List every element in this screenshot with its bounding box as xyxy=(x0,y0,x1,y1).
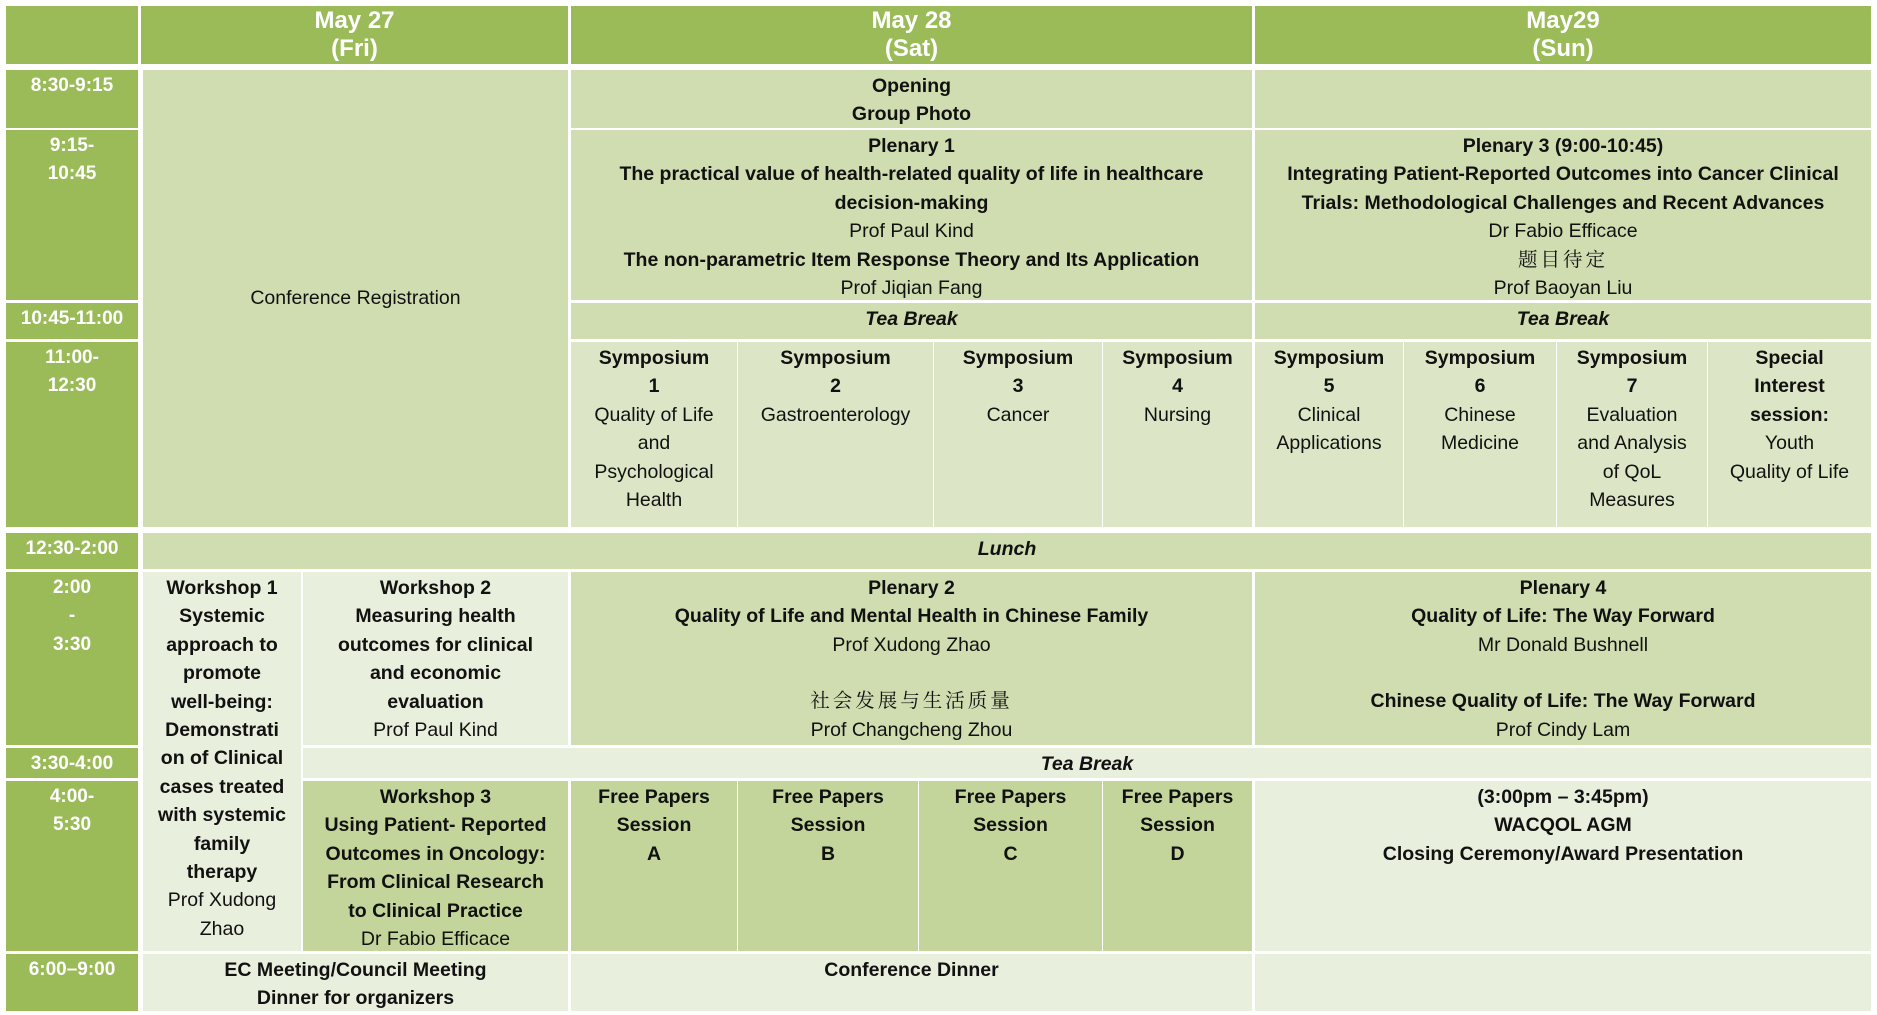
closing-line: Closing Ceremony/Award Presentation xyxy=(1382,842,1744,865)
workshop-speaker: Dr Fabio Efficace xyxy=(360,928,511,951)
time-slot-8 xyxy=(6,781,138,951)
free-papers-d xyxy=(1103,781,1252,951)
conference-dinner xyxy=(571,954,1252,1011)
lunch-label: Lunch xyxy=(977,538,1037,560)
symposium-topic: Gastroenterology xyxy=(760,403,911,426)
workshop-title: Workshop 2 xyxy=(379,577,492,599)
time-label: 11:00- xyxy=(45,347,99,368)
workshop-line: Systemic xyxy=(179,605,265,628)
time-label: 12:30-2:00 xyxy=(25,538,119,559)
plenary-title: decision-making xyxy=(834,191,989,214)
free-papers-session: D xyxy=(1170,842,1185,865)
workshop-speaker: Zhao xyxy=(199,917,245,940)
plenary-heading: Plenary 1 xyxy=(868,135,955,157)
symposium-topic: Evaluation xyxy=(1586,403,1678,426)
workshop-line: and economic xyxy=(369,662,502,685)
plenary-4 xyxy=(1255,572,1871,745)
plenary-3 xyxy=(1255,130,1871,300)
day-header-sat xyxy=(571,6,1252,64)
plenary-speaker: Dr Fabio Efficace xyxy=(1488,220,1638,243)
time-label: 9:15- xyxy=(49,135,95,156)
time-label: 10:45 xyxy=(47,163,97,185)
time-label: 4:00- xyxy=(49,786,95,807)
symposium-number: 2 xyxy=(830,375,841,398)
plenary-heading: Plenary 4 xyxy=(1519,577,1607,599)
time-slot-4 xyxy=(6,342,138,527)
closing-time: (3:00pm – 3:45pm) xyxy=(1477,786,1649,808)
time-label: 3:30 xyxy=(52,633,92,655)
free-papers-line: Session xyxy=(973,814,1048,837)
workshop-line: Outcomes in Oncology: xyxy=(325,842,546,865)
dinner-label: Conference Dinner xyxy=(824,959,999,981)
event-line: Opening xyxy=(871,75,952,97)
plenary-2 xyxy=(571,572,1252,745)
symposium-topic: Psychological xyxy=(594,460,714,483)
tea-break-sat xyxy=(571,303,1252,339)
tea-break-label: Tea Break xyxy=(1040,753,1134,775)
workshop-line: From Clinical Research xyxy=(327,871,544,894)
corner-header xyxy=(6,6,138,64)
time-label: 6:00–9:00 xyxy=(28,959,116,980)
free-papers-line: Free Papers xyxy=(772,786,884,808)
event-line: Group Photo xyxy=(851,103,972,126)
time-slot-6 xyxy=(6,572,138,745)
symposium-topic: of QoL xyxy=(1602,460,1662,483)
plenary-talk-title: 题目待定 xyxy=(1517,248,1608,271)
symposium-number: 1 xyxy=(648,375,660,398)
opening-session xyxy=(571,70,1252,128)
workshop-speaker: Prof Xudong xyxy=(167,889,277,912)
symposium-4 xyxy=(1103,342,1252,527)
ec-meeting xyxy=(143,954,568,1011)
symposium-title: Interest xyxy=(1754,375,1825,398)
symposium-number: 7 xyxy=(1626,375,1638,398)
plenary-title: Integrating Patient-Reported Outcomes into Cancer Clinical xyxy=(1287,163,1839,186)
plenary-title: Quality of Life: The Way Forward xyxy=(1411,605,1715,628)
plenary-speaker: Mr Donald Bushnell xyxy=(1477,633,1649,656)
symposium-1 xyxy=(571,342,737,527)
workshop-line: to Clinical Practice xyxy=(348,899,523,922)
symposium-topic: Quality of Life xyxy=(594,403,714,426)
free-papers-a xyxy=(571,781,737,951)
symposium-topic: Applications xyxy=(1276,432,1382,455)
workshop-2 xyxy=(303,572,568,745)
plenary-title: The practical value of health-related quality of life in healthcare xyxy=(619,163,1204,186)
symposium-title: Symposium xyxy=(1424,347,1536,369)
symposium-topic: Clinical xyxy=(1297,403,1361,426)
symposium-6 xyxy=(1404,342,1556,527)
symposium-number: 4 xyxy=(1172,375,1183,398)
plenary-speaker: Prof Cindy Lam xyxy=(1495,718,1631,741)
symposium-title: Symposium xyxy=(1273,347,1385,369)
workshop-line: outcomes for clinical xyxy=(337,633,534,656)
plenary-speaker: Prof Jiqian Fang xyxy=(840,277,983,300)
time-label: - xyxy=(68,605,76,627)
time-label: 2:00 xyxy=(52,577,92,598)
free-papers-line: Free Papers xyxy=(1121,786,1234,808)
conference-registration xyxy=(143,70,568,527)
time-slot-3 xyxy=(6,303,138,339)
symposium-title: Symposium xyxy=(962,347,1074,369)
workshop-title: Workshop 1 xyxy=(166,577,278,599)
plenary-heading: Plenary 3 (9:00-10:45) xyxy=(1462,135,1664,157)
workshop-line: with systemic xyxy=(158,804,286,827)
time-slot-2 xyxy=(6,130,138,300)
free-papers-line: Free Papers xyxy=(598,786,710,808)
day-weekday: (Fri) xyxy=(331,35,378,62)
time-label: 8:30-9:15 xyxy=(30,75,114,96)
workshop-line: well-being: xyxy=(171,690,273,713)
free-papers-line: Session xyxy=(790,814,866,837)
closing-line: WACQOL AGM xyxy=(1494,814,1632,837)
tea-break-afternoon xyxy=(303,748,1871,778)
plenary-speaker: Prof Baoyan Liu xyxy=(1493,277,1633,300)
symposium-topic: Measures xyxy=(1589,489,1675,512)
symposium-topic: and Analysis xyxy=(1577,432,1687,455)
lunch-row xyxy=(143,533,1871,569)
day-date: May 27 xyxy=(314,6,395,34)
time-slot-7 xyxy=(6,748,138,778)
free-papers-session: C xyxy=(1003,842,1018,865)
workshop-line: Measuring health xyxy=(355,605,516,628)
symposium-title: Symposium xyxy=(1122,347,1233,369)
symposium-topic: Quality of Life xyxy=(1729,460,1850,483)
symposium-topic: and xyxy=(637,432,671,455)
time-slot-5 xyxy=(6,533,138,569)
tea-break-label: Tea Break xyxy=(865,308,958,330)
plenary-1 xyxy=(571,130,1252,300)
closing-ceremony xyxy=(1255,781,1871,951)
symposium-topic: Youth xyxy=(1764,432,1815,455)
workshop-line: approach to xyxy=(166,633,278,656)
workshop-line: promote xyxy=(183,662,261,685)
plenary-speaker: Prof Paul Kind xyxy=(849,220,974,243)
day-header-fri xyxy=(141,6,568,64)
plenary-title: Trials: Methodological Challenges and Recent Advances xyxy=(1301,191,1825,214)
day-header-sun xyxy=(1255,6,1871,64)
workshop-3 xyxy=(303,781,568,951)
day-date: May29 xyxy=(1526,6,1600,34)
workshop-line: on of Clinical xyxy=(160,747,284,770)
symposium-topic: Nursing xyxy=(1143,403,1212,426)
tea-break-sun xyxy=(1255,303,1871,339)
registration-label: Conference Registration xyxy=(250,287,461,310)
free-papers-session: A xyxy=(646,842,662,865)
event-line: Dinner for organizers xyxy=(256,987,455,1010)
plenary-talk-title: The non-parametric Item Response Theory and Its Application xyxy=(623,248,1200,271)
time-slot-9 xyxy=(6,954,138,1011)
symposium-title: session: xyxy=(1749,403,1830,426)
tea-break-label: Tea Break xyxy=(1516,308,1610,330)
time-label: 12:30 xyxy=(47,375,97,397)
free-papers-session: B xyxy=(820,842,836,865)
day-weekday: (Sat) xyxy=(884,35,939,62)
sun-evening-empty xyxy=(1255,954,1871,1011)
symposium-3 xyxy=(934,342,1102,527)
plenary-speaker: Prof Xudong Zhao xyxy=(832,633,991,656)
free-papers-line: Free Papers xyxy=(954,786,1067,808)
workshop-line: cases treated xyxy=(159,775,285,798)
sun-morning-empty xyxy=(1255,70,1871,128)
plenary-speaker: Prof Changcheng Zhou xyxy=(810,718,1013,741)
symposium-title: Symposium xyxy=(1576,347,1688,369)
workshop-line: evaluation xyxy=(387,690,484,713)
workshop-line: Demonstrati xyxy=(165,719,279,742)
time-slot-1 xyxy=(6,70,138,128)
free-papers-line: Session xyxy=(616,814,692,837)
day-weekday: (Sun) xyxy=(1532,35,1594,62)
free-papers-c xyxy=(919,781,1102,951)
time-label: 3:30-4:00 xyxy=(30,753,114,774)
day-date: May 28 xyxy=(871,6,952,34)
symposium-number: 5 xyxy=(1323,375,1335,398)
workshop-line: Using Patient- Reported xyxy=(324,814,547,837)
event-line: EC Meeting/Council Meeting xyxy=(224,959,487,981)
workshop-line: family xyxy=(193,832,251,855)
plenary-talk-title: Chinese Quality of Life: The Way Forward xyxy=(1370,690,1756,713)
symposium-title: Symposium xyxy=(598,347,710,369)
free-papers-b xyxy=(738,781,918,951)
time-label: 10:45-11:00 xyxy=(20,308,124,329)
symposium-title: Special xyxy=(1755,347,1824,369)
plenary-heading: Plenary 2 xyxy=(868,577,955,599)
plenary-talk-title: 社会发展与生活质量 xyxy=(810,690,1013,713)
plenary-title: Quality of Life and Mental Health in Chinese Family xyxy=(674,605,1149,628)
workshop-title: Workshop 3 xyxy=(379,786,492,808)
symposium-7 xyxy=(1557,342,1707,527)
workshop-1 xyxy=(143,572,301,951)
symposium-topic: Health xyxy=(625,489,683,512)
special-interest-session xyxy=(1708,342,1871,527)
symposium-number: 6 xyxy=(1474,375,1486,398)
symposium-topic: Cancer xyxy=(986,403,1050,426)
symposium-topic: Medicine xyxy=(1440,432,1520,455)
symposium-2 xyxy=(738,342,933,527)
symposium-topic: Chinese xyxy=(1444,403,1516,426)
time-label: 5:30 xyxy=(52,814,92,836)
symposium-5 xyxy=(1255,342,1403,527)
workshop-line: therapy xyxy=(186,861,258,884)
free-papers-line: Session xyxy=(1140,814,1215,837)
symposium-title: Symposium xyxy=(780,347,891,369)
workshop-speaker: Prof Paul Kind xyxy=(373,719,498,742)
symposium-number: 3 xyxy=(1012,375,1024,398)
